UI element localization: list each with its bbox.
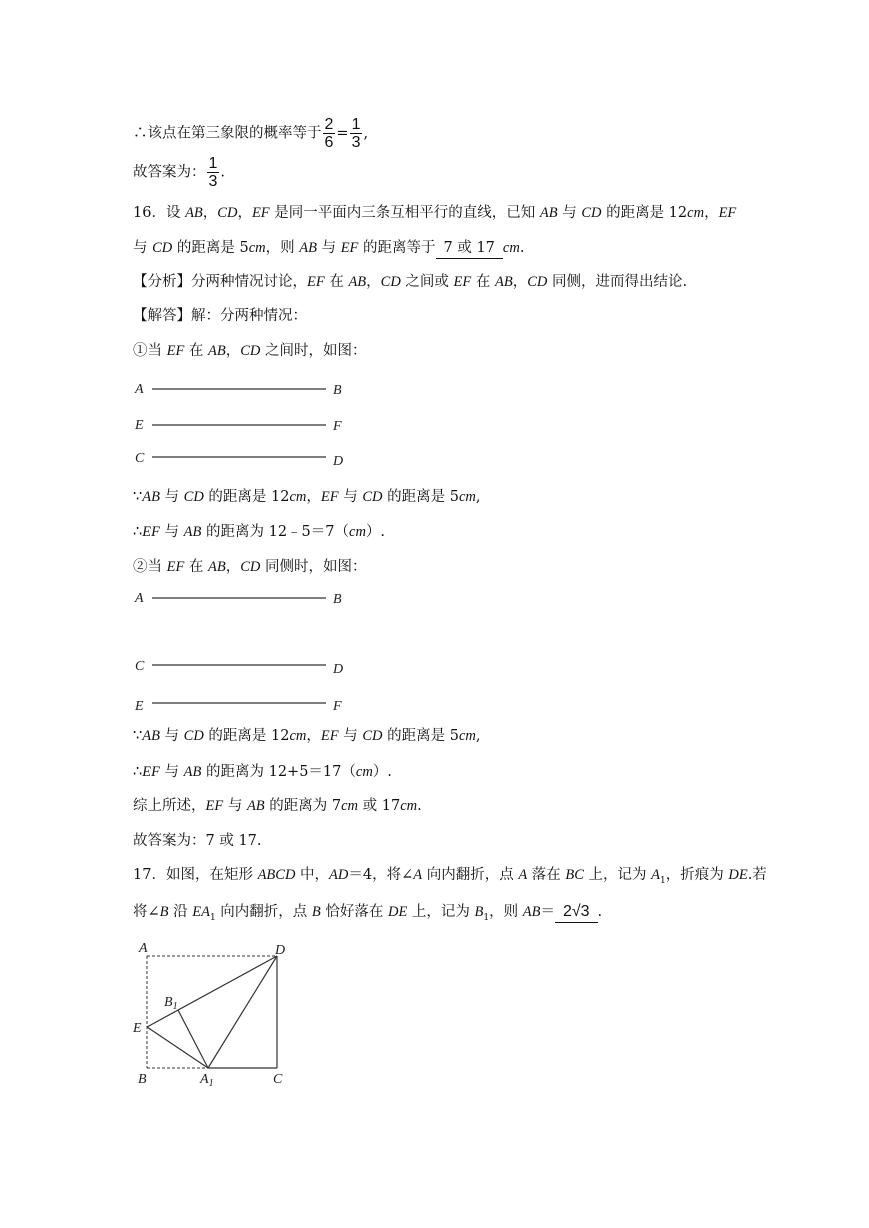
t: 上，记为 — [583, 867, 652, 883]
label-b: B — [333, 592, 342, 607]
label-d: D — [333, 662, 344, 677]
label-b: B — [138, 1072, 147, 1087]
t: ， — [366, 274, 381, 290]
unit: cm — [502, 240, 520, 256]
punct: . — [220, 164, 226, 181]
label-e: E — [133, 1021, 142, 1036]
t: 在 — [184, 559, 209, 575]
t: cm — [289, 728, 307, 744]
t: .若 — [747, 867, 767, 883]
label-f: F — [333, 419, 342, 434]
t: DE — [387, 904, 408, 920]
t: AD — [329, 867, 349, 883]
t: ， — [225, 343, 241, 359]
t: 中， — [295, 867, 330, 883]
label-f: F — [333, 699, 342, 714]
q16-summary — [133, 796, 422, 816]
q16-solution-head: 【解答】解：分两种情况： — [133, 308, 307, 324]
q16-case2-result — [133, 762, 392, 782]
t: cm — [349, 524, 366, 540]
frac-den: 3 — [351, 134, 361, 151]
label-b1 — [164, 995, 178, 1012]
t: ）. — [365, 524, 386, 540]
t: 1 — [660, 875, 666, 886]
t: 17．如图，在矩形 — [133, 867, 258, 883]
answer-blank-sqrt: 2√3 — [555, 902, 598, 923]
t: ， — [306, 489, 321, 505]
t: CD — [362, 728, 383, 744]
t: CD — [152, 240, 173, 256]
frac-num: 1 — [208, 155, 218, 172]
t: 与 — [159, 764, 184, 780]
t: EF — [307, 274, 325, 290]
t: DE — [728, 867, 748, 883]
b1-letter: B — [164, 995, 173, 1010]
t: 与 — [557, 205, 582, 221]
t: 在 — [184, 343, 209, 359]
t: AB — [299, 240, 317, 256]
t: cm — [289, 489, 307, 505]
t: CD — [581, 205, 602, 221]
t: AB — [539, 205, 558, 221]
figure-3-rectangle-fold — [130, 938, 300, 1097]
t: 的距离是 12 — [203, 728, 290, 744]
segment-b1a1 — [178, 1010, 208, 1068]
a1-letter: A — [200, 1072, 209, 1087]
t: ， — [237, 205, 252, 221]
t: 的距离等于 — [358, 240, 436, 256]
t: 的距离是 12 — [601, 205, 688, 221]
t: AB — [183, 524, 202, 540]
t: 与 — [338, 489, 363, 505]
frac-num: 2 — [324, 116, 334, 133]
t: EF — [166, 343, 185, 359]
label-c: C — [135, 659, 145, 674]
t: 与 — [159, 524, 184, 540]
t: CD — [183, 728, 204, 744]
t: CD — [217, 205, 238, 221]
t: CD — [362, 489, 383, 505]
t: ， — [202, 205, 218, 221]
punct: . — [519, 240, 525, 256]
t: ∵ — [133, 489, 143, 505]
t: 沿 — [168, 904, 193, 920]
t: ，则 — [489, 904, 523, 920]
label-b: B — [333, 383, 342, 398]
t: ， — [704, 205, 719, 221]
t: 的距离是 5 — [382, 728, 459, 744]
t: AB — [246, 798, 265, 814]
t: AB — [183, 764, 202, 780]
q16-final-answer: 故答案为：7 或 17. — [133, 833, 262, 849]
label-a: A — [139, 941, 148, 956]
t: ∵ — [133, 728, 143, 744]
answer-fraction — [207, 155, 220, 190]
t: 同侧，进而得出结论. — [547, 274, 688, 290]
t: AB — [185, 205, 203, 221]
t: B — [159, 904, 169, 920]
figure-1-parallel-lines — [130, 375, 360, 479]
q16-case2-because — [133, 726, 481, 746]
fraction-2-6 — [323, 116, 336, 151]
b1-sub: 1 — [172, 1001, 178, 1012]
equals-sign: = — [336, 125, 349, 142]
t: ②当 — [133, 559, 167, 575]
t: 将∠ — [133, 904, 160, 920]
segment-ea1 — [147, 1027, 208, 1068]
t: ）. — [372, 764, 392, 780]
q16-stem-line2 — [133, 238, 524, 259]
q16-analysis — [133, 272, 687, 292]
t: 之间时，如图： — [260, 343, 367, 359]
t: 恰好落在 — [320, 904, 388, 920]
question-number: 16． — [133, 205, 166, 221]
t: ＝4，将∠ — [348, 867, 414, 883]
t: EF — [142, 524, 160, 540]
t: ∴ — [133, 764, 143, 780]
t: EF — [166, 559, 185, 575]
label-e: E — [135, 418, 144, 433]
label-c: C — [273, 1072, 283, 1087]
t: EA — [192, 904, 210, 920]
answer-blank: 7 或 17 — [436, 238, 503, 259]
t: ，折痕为 — [665, 867, 729, 883]
t: AB — [142, 489, 160, 505]
punct: . — [597, 904, 603, 920]
t: 落在 — [527, 867, 566, 883]
t: 1 — [209, 912, 216, 923]
t: 与 — [159, 489, 184, 505]
q17-stem-line2 — [133, 902, 602, 928]
t: ＝ — [540, 904, 555, 920]
t: A — [518, 867, 528, 883]
t: BC — [565, 867, 584, 883]
t: AB — [208, 559, 226, 575]
q16-case1-because — [133, 487, 481, 507]
t: 1 — [483, 912, 490, 923]
label-a: A — [135, 591, 144, 606]
t: cm — [341, 798, 359, 814]
t: 上，记为 — [407, 904, 475, 920]
t: 的距离为 12﹣5＝7（ — [201, 524, 350, 540]
t: EF — [320, 489, 339, 505]
label-d: D — [275, 943, 286, 958]
t: 的距离为 12+5＝17（ — [201, 764, 356, 780]
t: ①当 — [133, 343, 167, 359]
t: ， — [512, 274, 528, 290]
t: 的距离为 7 — [264, 798, 342, 814]
t: AB — [348, 274, 367, 290]
t: B — [474, 904, 484, 920]
figure-2-parallel-lines — [130, 585, 360, 719]
t: cm — [458, 489, 476, 505]
t: 的距离是 12 — [203, 489, 290, 505]
prob-line — [133, 116, 368, 151]
t: 或 17 — [358, 798, 401, 814]
q16-stem-line1 — [133, 203, 736, 223]
t: A — [413, 867, 423, 883]
frac-den: 3 — [208, 173, 218, 190]
t: AB — [142, 728, 160, 744]
frac-num: 1 — [351, 116, 361, 133]
t: cm — [400, 798, 418, 814]
t: 在 — [471, 274, 495, 290]
t: cm — [687, 205, 705, 221]
t: ∴ — [133, 524, 143, 540]
t: cm — [355, 764, 373, 780]
label-c: C — [135, 451, 145, 466]
t: 与 — [338, 728, 363, 744]
t: A — [651, 867, 661, 883]
t: 与 — [223, 798, 247, 814]
t: CD — [240, 559, 261, 575]
t: B — [311, 904, 321, 920]
t: 设 — [165, 205, 186, 221]
q16-case1 — [133, 341, 367, 361]
t: 在 — [324, 274, 349, 290]
t: CD — [183, 489, 204, 505]
t: 与 — [133, 240, 153, 256]
label-e: E — [135, 699, 144, 714]
t: , — [475, 489, 481, 505]
t: EF — [142, 764, 160, 780]
t: CD — [527, 274, 548, 290]
q16-case1-result — [133, 522, 385, 542]
t: EF — [251, 205, 270, 221]
fold-de — [147, 956, 277, 1027]
t: 【分析】分两种情况讨论， — [133, 274, 307, 290]
frac-den: 6 — [324, 134, 334, 151]
t: ， — [306, 728, 321, 744]
punct: , — [363, 125, 369, 142]
t: , — [475, 728, 481, 744]
label-a: A — [135, 382, 144, 397]
q17-stem-line1 — [133, 865, 767, 891]
t: ，则 — [265, 240, 300, 256]
t: 的距离是 5 — [172, 240, 249, 256]
answer-label: 故答案为： — [133, 164, 206, 181]
t: . — [417, 798, 422, 814]
t: 的距离是 5 — [382, 489, 459, 505]
t: 与 — [159, 728, 184, 744]
t: ， — [225, 559, 241, 575]
fraction-1-3 — [350, 116, 363, 151]
t: CD — [380, 274, 401, 290]
t: 向内翻折，点 — [215, 904, 312, 920]
a1-sub: 1 — [208, 1078, 214, 1089]
t: EF — [718, 205, 737, 221]
t: ABCD — [257, 867, 296, 883]
t: EF — [320, 728, 339, 744]
t: 综上所述， — [133, 798, 206, 814]
t: EF — [205, 798, 224, 814]
prob-text: ∴该点在第三象限的概率等于 — [133, 125, 322, 142]
t: AB — [494, 274, 513, 290]
label-a1 — [199, 1072, 214, 1089]
t: 同侧时，如图： — [260, 559, 367, 575]
label-d: D — [333, 454, 344, 469]
q16-case2 — [133, 557, 367, 577]
t: 与 — [316, 240, 341, 256]
t: 之间或 — [400, 274, 454, 290]
t: 向内翻折，点 — [422, 867, 519, 883]
t: 是同一平面内三条互相平行的直线，已知 — [269, 205, 540, 221]
t: cm — [248, 240, 266, 256]
prev-answer-line — [133, 155, 225, 190]
t: EF — [340, 240, 359, 256]
t: CD — [240, 343, 261, 359]
t: AB — [208, 343, 226, 359]
t: cm — [458, 728, 476, 744]
t: AB — [522, 904, 541, 920]
t: EF — [453, 274, 472, 290]
segment-a1d — [208, 956, 277, 1068]
